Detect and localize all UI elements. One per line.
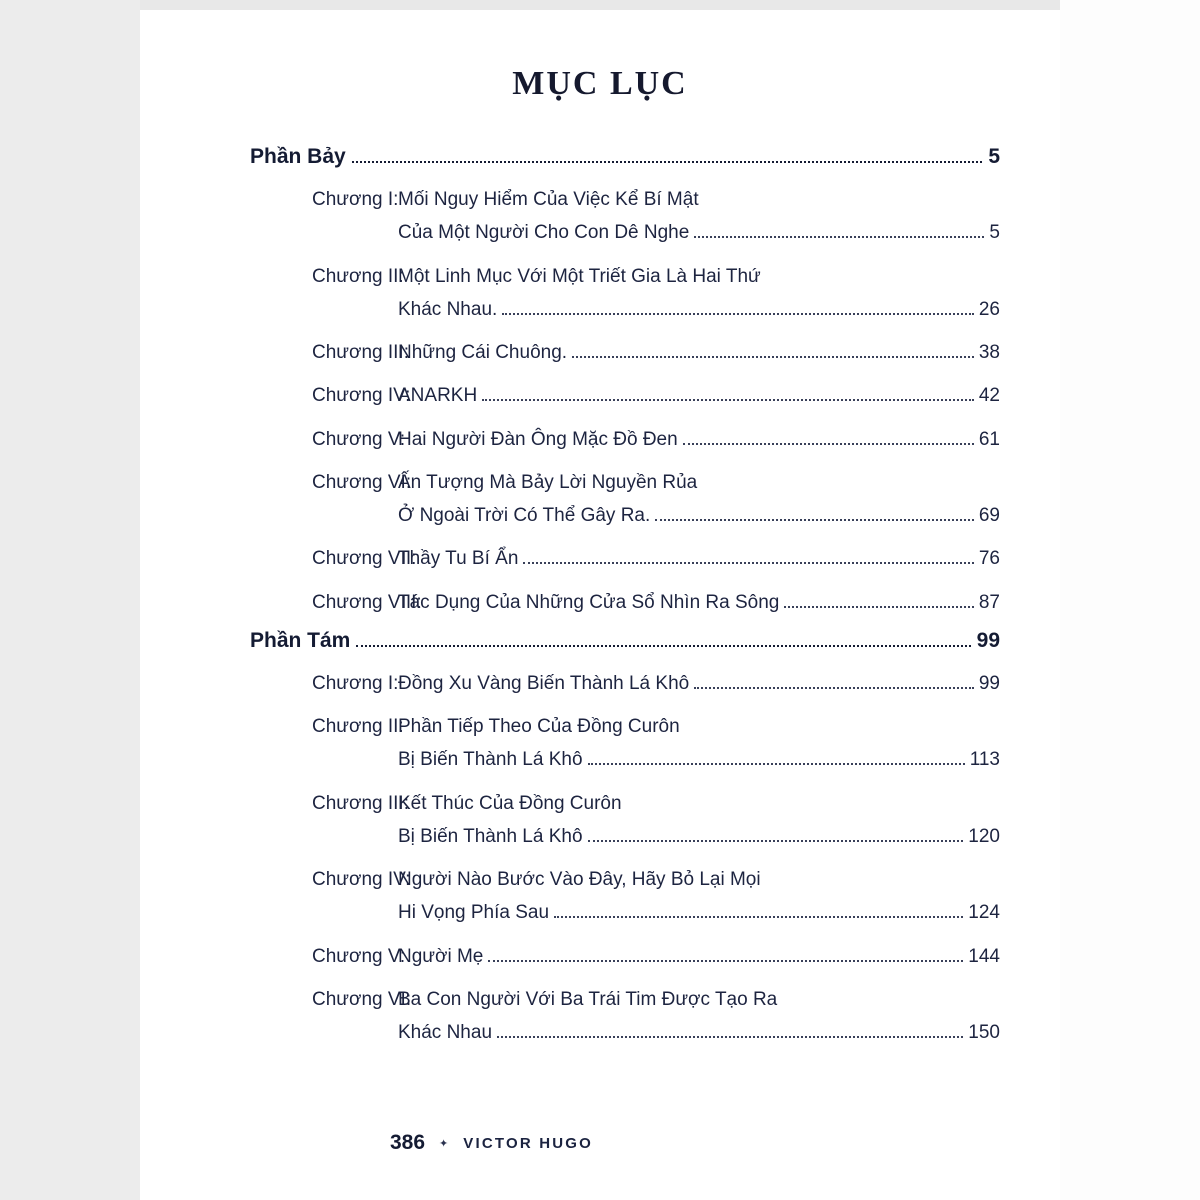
toc-chapter-title: Phần Tiếp Theo Của Đồng Curôn — [398, 716, 680, 737]
toc-chapter-line — [398, 983, 1000, 1016]
toc-chapter-body — [398, 586, 1000, 619]
toc-part-page: 5 — [988, 145, 1000, 168]
toc-chapter-title: Người Nào Bước Vào Đây, Hãy Bỏ Lại Mọi — [398, 869, 761, 890]
toc-chapter-row[interactable] — [250, 423, 1000, 456]
toc-chapter-row[interactable] — [250, 983, 1000, 1050]
toc-chapter-title: Mối Nguy Hiểm Của Việc Kể Bí Mật — [398, 189, 699, 210]
toc-part-row[interactable] — [250, 629, 1000, 653]
toc-chapter-title: Một Linh Mục Với Một Triết Gia Là Hai Thứ — [398, 265, 761, 287]
toc-chapter-label: Chương VI: — [312, 471, 412, 493]
toc-chapter-label: Chương I: — [312, 672, 399, 694]
toc-chapter-line — [398, 1016, 1000, 1049]
toc-chapter-row[interactable] — [250, 379, 1000, 412]
toc-leader-dots — [694, 686, 974, 689]
toc-leader-dots — [784, 605, 973, 608]
page-title: MỤC LỤC — [512, 65, 688, 102]
toc-chapter-page: 76 — [978, 548, 1000, 570]
toc-chapter-title: Hai Người Đàn Ông Mặc Đồ Đen — [398, 428, 678, 450]
table-of-contents — [140, 145, 1060, 1049]
toc-chapter-page: 124 — [968, 902, 1000, 924]
toc-chapter-body — [398, 336, 1000, 369]
toc-part-label: Phần Bảy — [250, 145, 346, 168]
toc-chapter-line — [398, 542, 1000, 575]
toc-leader-dots — [627, 808, 995, 809]
toc-chapter-row[interactable] — [250, 787, 1000, 854]
toc-chapter-title: Thầy Tu Bí Ẩn — [398, 548, 519, 570]
toc-chapter-body — [398, 379, 1000, 412]
toc-chapter-label: Chương VIII: — [312, 591, 422, 613]
toc-chapter-line — [398, 586, 1000, 619]
toc-part-row[interactable] — [250, 145, 1000, 169]
toc-chapter-line — [398, 466, 1000, 499]
toc-leader-dots — [497, 1035, 963, 1038]
toc-chapter-line — [398, 216, 1000, 249]
toc-chapter-row[interactable] — [250, 466, 1000, 533]
toc-chapter-label: Chương V: — [312, 945, 406, 967]
toc-chapter-page: 5 — [989, 222, 1000, 244]
toc-chapter-title: ANARKH — [398, 385, 478, 407]
toc-chapter-row[interactable] — [250, 863, 1000, 930]
toc-chapter-row[interactable] — [250, 667, 1000, 700]
toc-leader-dots — [588, 762, 965, 765]
toc-chapter-line — [398, 896, 1000, 929]
toc-chapter-line — [398, 423, 1000, 456]
toc-leader-dots — [782, 1004, 995, 1005]
page-edge-right — [1060, 0, 1200, 1200]
toc-chapter-body — [398, 423, 1000, 456]
page-edge-left — [0, 0, 140, 1200]
toc-leader-dots — [766, 884, 995, 885]
toc-leader-dots — [588, 839, 964, 842]
toc-chapter-page: 120 — [968, 825, 1000, 847]
toc-chapter-page: 144 — [968, 945, 1000, 967]
toc-leader-dots — [704, 204, 995, 205]
toc-chapter-title: Tác Dụng Của Những Cửa Sổ Nhìn Ra Sông — [398, 591, 780, 613]
toc-chapter-row[interactable] — [250, 710, 1000, 777]
toc-chapter-title: Hi Vọng Phía Sau — [398, 902, 550, 924]
toc-chapter-title: Khác Nhau. — [398, 298, 498, 320]
toc-chapter-body — [398, 183, 1000, 250]
toc-chapter-body — [398, 940, 1000, 973]
toc-chapter-label: Chương III: — [312, 792, 409, 814]
toc-leader-dots — [655, 518, 974, 521]
toc-chapter-body — [398, 710, 1000, 777]
toc-chapter-row[interactable] — [250, 542, 1000, 575]
toc-chapter-body — [398, 863, 1000, 930]
toc-leader-dots — [352, 160, 983, 163]
toc-chapter-page: 113 — [969, 749, 1000, 771]
toc-chapter-title: Ở Ngoài Trời Có Thể Gây Ra. — [398, 505, 651, 526]
toc-chapter-body — [398, 983, 1000, 1050]
toc-leader-dots — [488, 959, 963, 962]
page-edge-top — [140, 0, 1060, 10]
toc-chapter-line — [398, 820, 1000, 853]
toc-chapter-body — [398, 466, 1000, 533]
toc-chapter-title: Kết Thúc Của Đồng Curôn — [398, 792, 622, 814]
toc-chapter-label: Chương II: — [312, 716, 404, 737]
toc-chapter-page: 99 — [978, 672, 1000, 694]
toc-leader-dots — [694, 235, 984, 238]
toc-leader-dots — [702, 487, 995, 488]
toc-chapter-line — [398, 260, 1000, 293]
toc-chapter-label: Chương VII: — [312, 548, 417, 570]
toc-chapter-page: 38 — [978, 342, 1000, 363]
toc-chapter-page: 150 — [968, 1022, 1000, 1043]
toc-chapter-title: Bị Biến Thành Lá Khô — [398, 749, 583, 771]
toc-leader-dots — [766, 281, 995, 282]
toc-chapter-line — [398, 499, 1000, 532]
toc-chapter-row[interactable] — [250, 336, 1000, 369]
toc-leader-dots — [502, 312, 974, 315]
toc-chapter-body — [398, 260, 1000, 327]
toc-leader-dots — [554, 915, 963, 918]
toc-chapter-label: Chương V: — [312, 428, 406, 450]
toc-leader-dots — [683, 442, 974, 445]
toc-chapter-page: 69 — [978, 505, 1000, 526]
toc-chapter-title: Đồng Xu Vàng Biến Thành Lá Khô — [398, 672, 690, 694]
toc-chapter-label: Chương IV: — [312, 869, 411, 890]
toc-chapter-page: 42 — [978, 385, 1000, 407]
toc-chapter-body — [398, 787, 1000, 854]
toc-chapter-line — [398, 863, 1000, 896]
footer-author: VICTOR HUGO — [463, 1134, 594, 1152]
toc-chapter-title: Khác Nhau — [398, 1022, 493, 1043]
toc-chapter-line — [398, 667, 1000, 700]
toc-chapter-title: Người Mẹ — [398, 945, 484, 967]
toc-chapter-line — [398, 183, 1000, 216]
page-footer — [390, 1131, 593, 1155]
toc-chapter-line — [398, 710, 1000, 743]
toc-chapter-line — [398, 743, 1000, 776]
footer-page-number: 386 — [390, 1131, 426, 1154]
toc-leader-dots — [685, 731, 995, 732]
toc-leader-dots — [523, 561, 973, 564]
toc-leader-dots — [356, 644, 970, 647]
toc-chapter-page: 87 — [978, 591, 1000, 613]
toc-leader-dots — [572, 355, 974, 358]
toc-chapter-body — [398, 542, 1000, 575]
toc-chapter-title: Bị Biến Thành Lá Khô — [398, 825, 583, 847]
toc-chapter-row[interactable] — [250, 183, 1000, 250]
toc-chapter-title: Của Một Người Cho Con Dê Nghe — [398, 222, 690, 244]
toc-chapter-page: 61 — [978, 428, 1000, 450]
toc-part-label: Phần Tám — [250, 628, 351, 652]
page-sheet — [140, 10, 1060, 1200]
toc-chapter-title: Những Cái Chuông. — [398, 342, 568, 363]
toc-chapter-row[interactable] — [250, 940, 1000, 973]
toc-chapter-row[interactable] — [250, 260, 1000, 327]
toc-chapter-line — [398, 379, 1000, 412]
toc-chapter-title: Ba Con Người Với Ba Trái Tim Được Tạo Ra — [398, 988, 778, 1010]
toc-chapter-label: Chương I: — [312, 189, 399, 210]
toc-part-page: 99 — [976, 628, 1000, 652]
toc-chapter-row[interactable] — [250, 586, 1000, 619]
toc-chapter-line — [398, 940, 1000, 973]
toc-chapter-label: Chương VI: — [312, 988, 412, 1010]
toc-chapter-page: 26 — [978, 298, 1000, 320]
toc-chapter-line — [398, 336, 1000, 369]
toc-chapter-title: Ấn Tượng Mà Bảy Lời Nguyền Rủa — [398, 471, 698, 493]
ornament-icon: ✦ — [439, 1137, 450, 1150]
toc-chapter-line — [398, 293, 1000, 326]
toc-chapter-body — [398, 667, 1000, 700]
toc-chapter-label: Chương IV: — [312, 385, 411, 407]
toc-leader-dots — [482, 398, 974, 401]
toc-chapter-label: Chương III: — [312, 342, 409, 363]
toc-chapter-line — [398, 787, 1000, 820]
toc-chapter-label: Chương II: — [312, 265, 404, 287]
